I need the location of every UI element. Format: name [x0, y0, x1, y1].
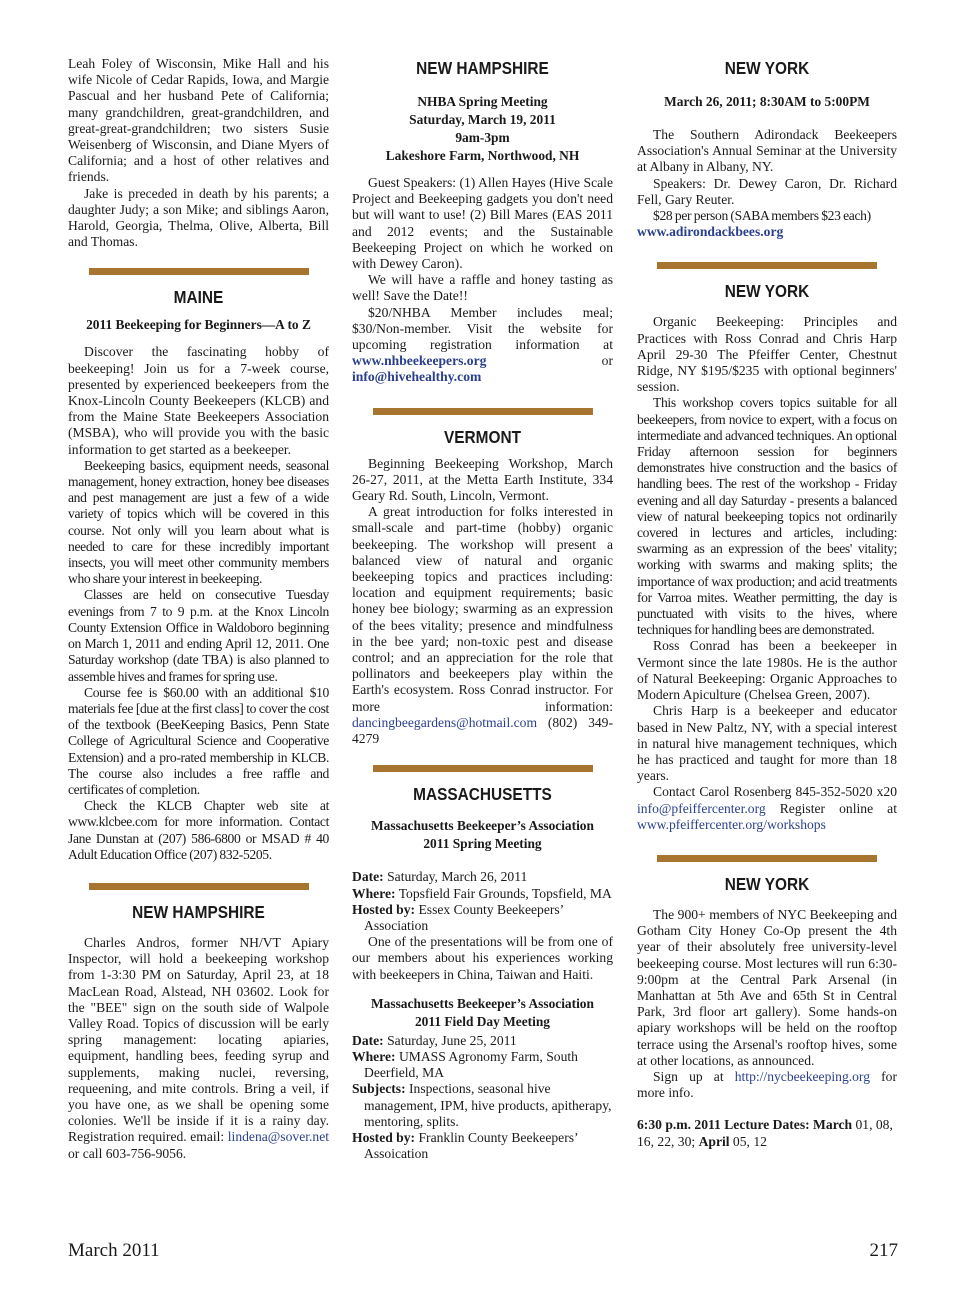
mass-meeting1-line: Massachusetts Beekeeper’s Association — [371, 818, 594, 834]
website-link[interactable]: www.adirondackbees.org — [637, 224, 784, 240]
ny2-paragraph: Chris Harp is a beekeeper and educator based in New Paltz, NY, with a special interest in natural hive management techniques, which he has practiced and taught for more than 18 years. — [637, 703, 897, 784]
nh-workshop-phone: or call 603-756-9056. — [68, 1145, 187, 1161]
mass-meeting1-date — [352, 869, 613, 885]
section-heading-new-hampshire: NEW HAMPSHIRE — [132, 901, 265, 922]
website-link[interactable]: www.pfeiffercenter.org/workshops — [637, 816, 826, 832]
value: Saturday, March 26, 2011 — [383, 869, 528, 885]
nhba-fee-text: $20/NHBA Member includes meal; $30/Non-member. Visit the website for upcoming registration information at — [352, 304, 613, 353]
issue-date: March 2011 — [68, 1240, 160, 1261]
label: Date: — [352, 869, 384, 885]
nhba-meeting-line: NHBA Spring Meeting — [417, 94, 548, 109]
ny2-paragraph: Organic Beekeeping: Principles and Practices with Ross Conrad and Chris Harp April 29-30 The Pfeiffer Center, Chestnut Ridge, NY $195/$235 with optional beginners' session. — [637, 314, 897, 395]
label: Hosted by: — [352, 1129, 416, 1145]
lecture-march-dates: 01, 08, 16, 22, 30; — [637, 1117, 893, 1149]
label: Where: — [352, 1048, 396, 1064]
email-link[interactable]: dancingbeegardens@hotmail.com — [352, 714, 538, 730]
mass-meeting1-host — [352, 902, 613, 934]
section-heading-new-hampshire: NEW HAMPSHIRE — [416, 58, 549, 78]
website-link[interactable]: http://nycbeekeeping.org — [734, 1068, 871, 1084]
mass-meeting1-title — [352, 817, 613, 853]
section-heading-new-york: NEW YORK — [724, 873, 810, 894]
column-middle — [352, 56, 613, 1162]
ny2-register-text: Register online at — [765, 800, 897, 816]
mass-meeting2-where — [352, 1049, 613, 1081]
lecture-april-dates: 05, 12 — [729, 1133, 767, 1149]
ny2-paragraph: Ross Conrad has been a beekeeper in Vermont since the late 1980s. He is the author of Natural Beekeeping: Organic Approaches to Modern Apiculture (Chelsea Green, 2007). — [637, 638, 897, 703]
email-link[interactable]: info@hivehealthy.com — [352, 369, 482, 385]
maine-paragraph: Check the KLCB Chapter web site at www.klcbee.com for more information. Contact Jane Dunstan at (207) 586-6800 or MSAD # 40 Adult Education Office (207) 832-5205. — [68, 798, 329, 862]
nhba-meeting-date: Saturday, March 19, 2011 — [409, 112, 556, 127]
column-left — [68, 56, 329, 1162]
email-link[interactable]: info@pfeiffercenter.org — [637, 800, 766, 816]
section-heading-vermont: VERMONT — [444, 426, 521, 447]
value: Franklin County Beekeepers’ Assoication — [364, 1129, 578, 1162]
section-divider — [89, 883, 309, 890]
nhba-paragraph: Guest Speakers: (1) Allen Hayes (Hive Scale Project and Beekeeping gadgets you don't need but will want to use! (2) Bill Mares (EAS 2011 and 2012 events; and the Sustainable Beekeeping Project on which he worked on with Dewey Caron). — [352, 175, 613, 272]
nhba-meeting-info — [352, 93, 613, 165]
ny2-contact-text: Contact Carol Rosenberg 845-352-5020 x20 — [653, 784, 897, 800]
section-divider — [657, 262, 877, 269]
ny3-lecture-dates — [637, 1117, 897, 1149]
nhba-fee-paragraph — [352, 305, 613, 386]
ny2-contact-paragraph — [637, 784, 897, 833]
lecture-label: 6:30 p.m. 2011 Lecture Dates: March — [637, 1117, 853, 1133]
label: Subjects: — [352, 1081, 406, 1097]
value: Essex County Beekeepers’ Association — [364, 901, 564, 933]
ny2-paragraph: This workshop covers topics suitable for all beekeepers, from novice to expert, with a focus on intermediate and advanced techniques. An optional Friday afternoon session for beginners demonstrates hive construction and the basics of handling bees. The rest of the workshop - Friday evening and all day Saturday - presents a balanced view of natural beekeeping topics not ordinarily covered in lectures and articles, including: swarming as an expression of the bees' vitality; working with swarms and making splits; the importance of wax production; and acid treatments for Varroa mites. Weather permitting, the day is punctuated with visits to the hives, where techniques for handling bees are demonstrated. — [637, 395, 897, 638]
value: Topsfield Fair Grounds, Topsfield, MA — [395, 885, 612, 901]
ny1-paragraph: $28 per person (SABA members $23 each) — [653, 208, 871, 224]
section-heading-new-york: NEW YORK — [724, 58, 810, 78]
ny3-signup-paragraph — [637, 1069, 897, 1101]
section-heading-new-york: NEW YORK — [724, 281, 810, 302]
nh-workshop-paragraph — [68, 935, 329, 1162]
mass-meeting2-line: Massachusetts Beekeeper’s Association — [371, 995, 594, 1011]
website-link[interactable]: www.nhbeekeepers.org — [352, 353, 487, 369]
mass-meeting2-date — [352, 1033, 613, 1049]
maine-paragraph: Discover the fascinating hobby of beekeeping! Join us for a 7-week course, presented by experienced beekeepers from the Knox-Lincoln County Beekeepers (KLCB) and from the Maine State Beekeepers Association (MSBA), who will provide you with the basic information to get started as a beekeeper. — [68, 344, 329, 457]
ny1-paragraph: The Southern Adirondack Beekeepers Association's Annual Seminar at the University at Albany in Albany, NY. — [637, 127, 897, 175]
email-link[interactable]: lindena@sover.net — [227, 1129, 330, 1145]
maine-paragraph: Classes are held on consecutive Tuesday evenings from 7 to 9 p.m. at the Knox Lincoln County Extension Office in Waldoboro beginning on March 1, 2011 and ending April 12, 2011. One Saturday workshop (date TBA) is also planned to assemble hives and frames for spring use. — [68, 587, 329, 684]
nhba-meeting-time: 9am-3pm — [455, 130, 510, 145]
section-divider — [657, 855, 877, 862]
section-divider — [373, 765, 593, 772]
maine-paragraph: Course fee is $60.00 with an additional $10 materials fee [due at the first class] to cover the cost of the textbook (BeeKeeping Basics, Penn State College of Agricultural Science and Cooperative Extension) and a pro-rated membership in KLCB. The course also includes a free raffle and certificates of completion. — [68, 684, 329, 797]
mass-meeting2-title — [352, 995, 613, 1031]
section-divider — [89, 268, 309, 275]
ny3-paragraph: The 900+ members of NYC Beekeeping and Gotham City Honey Co-Op present the 4th year of their absolutely free university-level beekeeping course. Most lectures will run 6:30-9:00pm at the Central Park Arsenal (in Manhattan at 5th Ave and 65th St in Central Park, 3rd floor art gallery). Some hands-on apiary workshops will be held on the rooftop terrace using the Arsenal's rooftop hives, some at other locations, as announced. — [637, 906, 897, 1068]
label: Where: — [352, 885, 396, 901]
ny3-signup-after: for more info. — [637, 1068, 897, 1101]
vermont-main-text: A great introduction for folks interested in small-scale and part-time (hobby) organic beekeeping. The workshop will present a balanced view of natural and organic beekeeping topics and practices including: location and equipment requirements; basic honey bee biology; swarming as an expression of the bees vitality; presence and mindfulness in the bee yard; non-toxic pest and disease control; and an appreciation for the role that pollinators and beekeepers play within the Earth's ecosystem. Ross Conrad instructor. For more information: — [352, 504, 613, 714]
obit-paragraph: Leah Foley of Wisconsin, Mike Hall and his wife Nicole of Cedar Rapids, Iowa, and Margie Pascual and her husband Pete of California; many grandchildren, great-grandchildren, and great-great-grandchildren; two sisters Susie Weisenberg of Wisconsin, and Diane Myers of California; and a host of other relatives and friends. — [68, 56, 329, 185]
mass-meeting1-line: 2011 Spring Meeting — [423, 836, 542, 852]
mass-meeting2-subjects — [352, 1081, 613, 1130]
nhba-meeting-location: Lakeshore Farm, Northwood, NH — [385, 148, 580, 163]
vermont-paragraph: Beginning Beekeeping Workshop, March 26-27, 2011, at the Metta Earth Institute, 334 Geary Rd. South, Lincoln, Vermont. — [352, 455, 613, 504]
mass-meeting1-where — [352, 886, 613, 902]
vermont-phone: (802) 349-4279 — [352, 714, 613, 747]
label: Date: — [352, 1032, 384, 1048]
maine-paragraph: Beekeeping basics, equipment needs, seasonal management, honey extraction, honey bee diseases and pest management are just a few of a wide variety of topics which will be covered in this course. Not only will you learn about what is needed to care for these incredibly important insects, you will meet other community members who share your interest in beekeeping. — [68, 457, 329, 587]
value: UMASS Agronomy Farm, South Deerfield, MA — [364, 1048, 578, 1081]
section-heading-massachusetts: MASSACHUSETTS — [413, 784, 552, 805]
vermont-main-paragraph — [352, 504, 613, 747]
obit-paragraph: Jake is preceded in death by his parents; a daughter Judy; a son Mike; and siblings Aaron, Harold, Georgia, Thelma, Olive, Alberta, Bill and Thomas. — [68, 185, 329, 250]
mass-meeting2-line: 2011 Field Day Meeting — [414, 1013, 550, 1029]
label: Hosted by: — [352, 901, 416, 917]
value: Saturday, June 25, 2011 — [383, 1032, 517, 1048]
or-text: or — [486, 353, 613, 369]
nhba-paragraph: We will have a raffle and honey tasting as well! Save the Date!! — [352, 272, 613, 304]
ny1-paragraph: Speakers: Dr. Dewey Caron, Dr. Richard Fell, Gary Reuter. — [637, 175, 897, 207]
page-number: 217 — [869, 1240, 898, 1261]
ny3-signup-text: Sign up at — [653, 1068, 735, 1084]
lecture-april-label: April — [698, 1133, 730, 1149]
mass-meeting1-paragraph: One of the presentations will be from one of our members about his experiences working with beekeepers in China, Taiwan and Haiti. — [352, 934, 613, 982]
section-heading-maine: MAINE — [173, 287, 224, 308]
ny1-subtitle: March 26, 2011; 8:30AM to 5:00PM — [664, 94, 870, 109]
ny1-website-paragraph — [637, 224, 897, 240]
maine-subtitle: 2011 Beekeeping for Beginners—A to Z — [86, 317, 311, 333]
column-right — [637, 56, 897, 1150]
value: Inspections, seasonal hive management, IPM, hive products, apitherapy, mentoring, splits. — [364, 1081, 612, 1129]
nh-workshop-text: Charles Andros, former NH/VT Apiary Inspector, will hold a beekeeping workshop from 1-3:30 PM on Saturday, April 23, at 18 MacLean Road, Alstead, NH 03602. Look for the "BEE" sign on the south side of Walpole Valley Road. Topics of discussion will be early spring management: locating apiaries, equipment, handling bees, feeding syrup and supplements, making nuclei, reversing, requeening, and mite controls. Bring a veil, if you have one, as we shall be opening some colonies. We'll be inside if it is a rainy day. Registration required. email: — [68, 934, 329, 1145]
section-divider — [373, 408, 593, 415]
mass-meeting2-host — [352, 1130, 613, 1162]
